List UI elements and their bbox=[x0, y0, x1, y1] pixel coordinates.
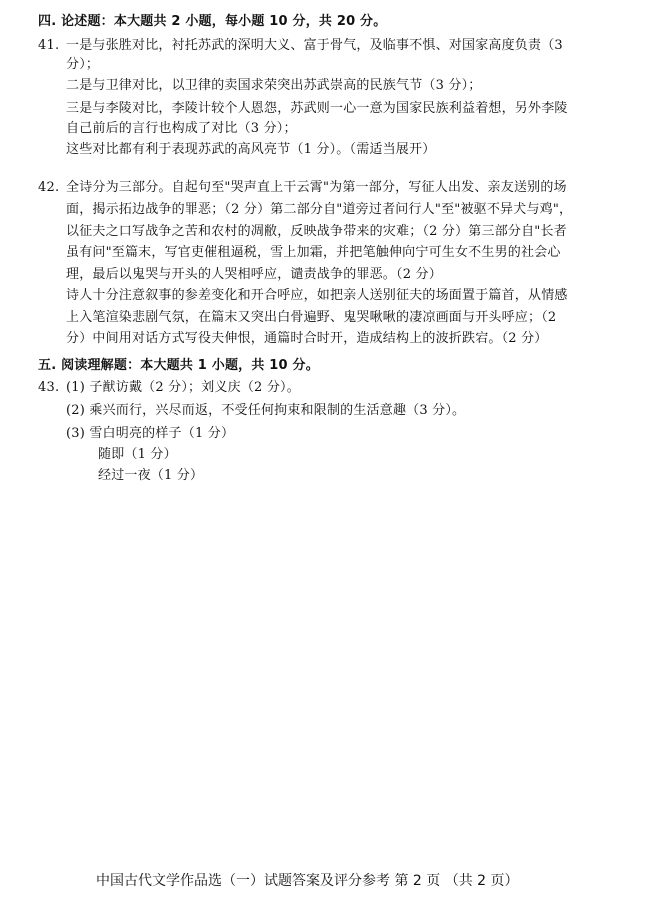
q41-answer-line-1: 一是与张胜对比，衬托苏武的深明大义、富于骨气，及临事不惧、对国家高度负责（3 bbox=[66, 38, 563, 53]
q42-answer-line-2: 面，揭示拓边战争的罪恶；（2 分）第二部分自"道旁过者问行人"至"被驱不异犬与鸡"， bbox=[66, 202, 573, 217]
q42-answer-line-4: 虽有问"至篇末，写官吏催租逼税，雪上加霜，并把笔触伸向宁可生女不生男的社会心 bbox=[66, 245, 561, 260]
q43-answer-part-3b: 随即（1 分） bbox=[98, 447, 177, 462]
q43-answer-part-2: (2) 乘兴而行，兴尽而返，不受任何拘束和限制的生活意趣（3 分）。 bbox=[66, 403, 466, 418]
section-5-heading: 五. 阅读理解题：本大题共 1 小题，共 10 分。 bbox=[38, 358, 319, 373]
q41-answer-line-5: 自己前后的言行也构成了对比（3 分）； bbox=[66, 121, 297, 136]
q42-answer-line-7: 上入笔渲染悲剧气氛，在篇末又突出白骨遍野、鬼哭啾啾的凄凉画面与开头呼应；（2 bbox=[66, 310, 557, 325]
section-4-heading: 四. 论述题：本大题共 2 小题，每小题 10 分，共 20 分。 bbox=[38, 14, 387, 29]
q41-answer-line-3: 二是与卫律对比，以卫律的卖国求荣突出苏武崇高的民族气节（3 分）； bbox=[66, 78, 482, 93]
question-42-number: 42. bbox=[38, 180, 60, 195]
question-43-number: 43. bbox=[38, 380, 60, 395]
page-footer: 中国古代文学作品选（一）试题答案及评分参考 第 2 页 （共 2 页） bbox=[96, 873, 519, 889]
q43-answer-part-1: (1) 子猷访戴（2 分）；刘义庆（2 分）。 bbox=[66, 380, 300, 395]
q41-answer-line-4: 三是与李陵对比，李陵计较个人恩怨，苏武则一心一意为国家民族利益着想，另外李陵 bbox=[66, 101, 568, 116]
question-41-number: 41. bbox=[38, 38, 60, 53]
q43-answer-part-3c: 经过一夜（1 分） bbox=[98, 468, 204, 483]
q42-answer-line-6: 诗人十分注意叙事的参差变化和开合呼应，如把亲人送别征夫的场面置于篇首，从情感 bbox=[66, 288, 568, 303]
q42-answer-line-5: 理，最后以鬼哭与开头的人哭相呼应，谴责战争的罪恶。（2 分） bbox=[66, 267, 442, 282]
q42-answer-line-3: 以征夫之口写战争之苦和农村的凋敝，反映战争带来的灾难；（2 分）第三部分自"长者 bbox=[66, 224, 567, 239]
q43-answer-part-3: (3) 雪白明亮的样子（1 分） bbox=[66, 426, 235, 441]
q41-answer-line-6: 这些对比都有利于表现苏武的高风亮节（1 分）。（需适当展开） bbox=[66, 142, 436, 157]
q41-answer-line-2: 分）； bbox=[66, 57, 100, 72]
q42-answer-line-8: 分）中间用对话方式写役夫伸恨，通篇时合时开，造成结构上的波折跌宕。（2 分） bbox=[66, 331, 548, 346]
q42-answer-line-1: 全诗分为三部分。自起句至"哭声直上干云霄"为第一部分，写征人出发、亲友送别的场 bbox=[66, 180, 567, 195]
